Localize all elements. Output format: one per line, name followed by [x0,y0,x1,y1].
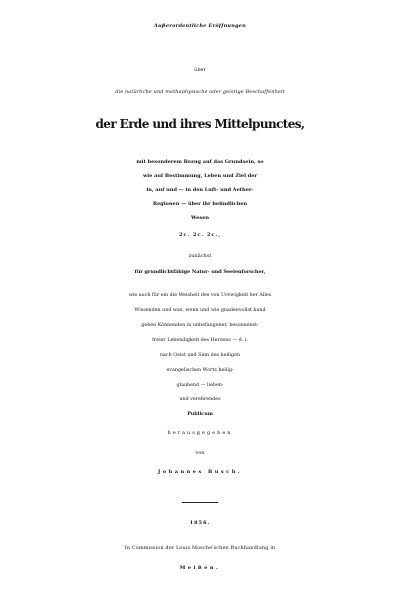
zunaechst-line: zunächst [188,253,212,259]
body-line: wie auf Bestimmung, Leben und Ziel der [142,173,258,179]
main-heading: der Erde und ihres Mittelpunctes, [95,117,305,131]
body-line: Wesen [190,215,210,221]
audience-line: nach Geist und Sinn des heiligen [159,353,241,358]
imprint-line: In Commission der Louis Mosche'schen Buchhandlung in [124,545,276,551]
audience-line: geben Könnenden in unbefangener, besonnenst- [141,323,259,328]
publication-year: 1856. [189,520,211,526]
body-line: Regionen — über ihr befindlichen [152,201,248,207]
audience-line: Wissenden und was, wenn und wie gnadenvollst kund [134,308,266,313]
subtitle-line: die natürliche und methaphysische oder geistige Beschaffenheit [115,89,285,95]
von-line: von [195,450,205,456]
imprint-city: Meißen. [179,565,221,571]
audience-line: Publicum [187,411,213,417]
audience-line: evangelischen Worts heilig- [166,368,234,373]
author-name: Johannes Busch. [157,469,243,475]
audience-heading: für grundlichtfähige Natur- und Seelenforscher, [134,269,266,275]
audience-line: wie auch für ein die Weisheit des von Urewigkeit her Alles [128,293,272,298]
herausgegeben-line: herausgegeben [167,430,233,436]
ueber-line: über [194,67,206,73]
audience-line: freier Lebendigkeit des Herzens — d. i. [152,338,248,343]
audience-line: glaubend — lieben- [176,383,224,388]
body-line: mit besonderem Bezug auf das Grundsein, so [136,159,264,165]
audience-line: und verehrendes [179,397,221,402]
book-title: Außerordentliche Eröffnungen [153,23,247,29]
divider-rule [182,502,218,503]
etc-line: 2c. 2c. 2c., [178,232,221,238]
body-line: in, auf und — in den Luft- und Aether- [146,187,254,193]
